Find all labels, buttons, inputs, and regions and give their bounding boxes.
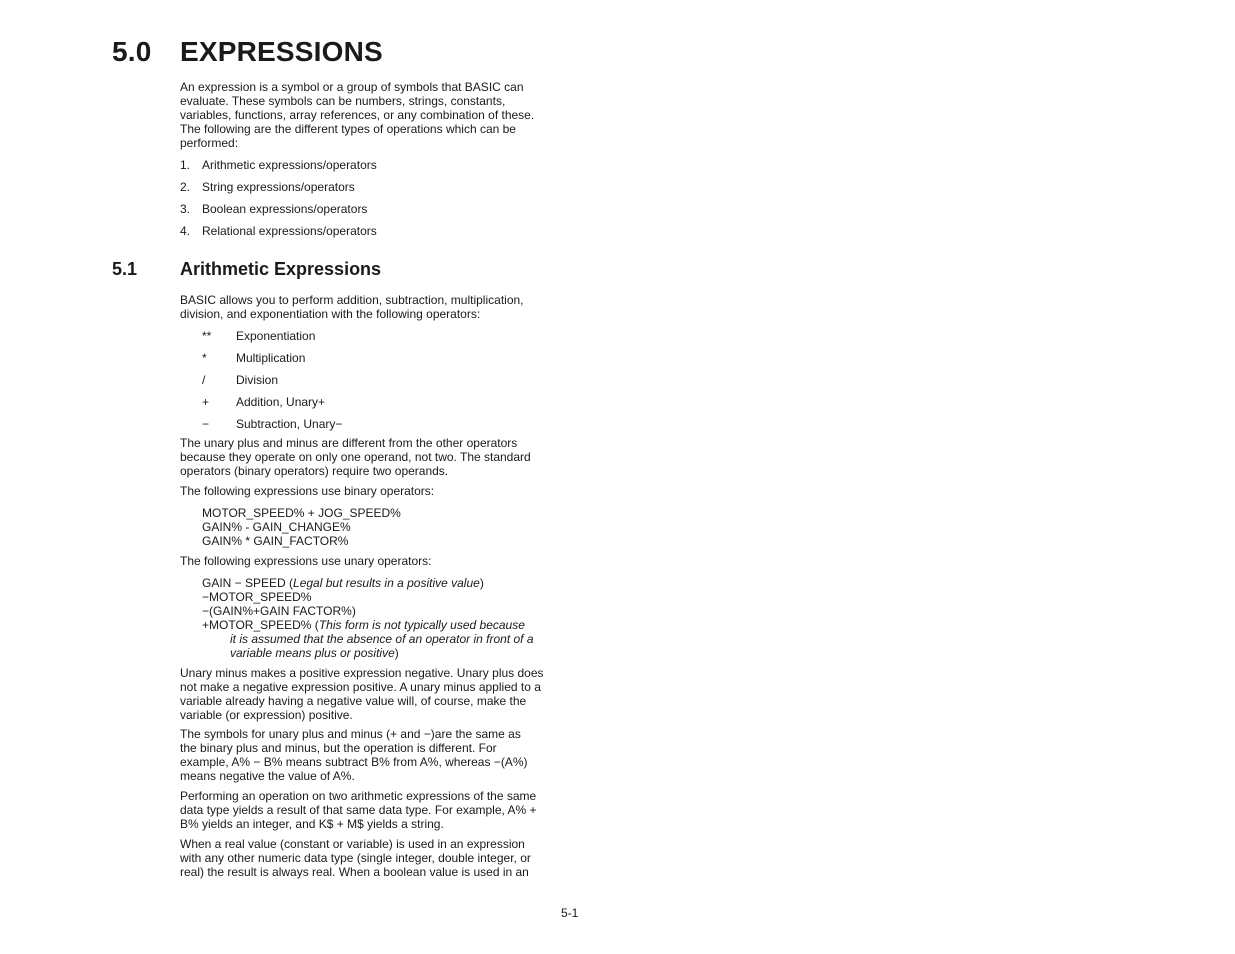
text-line: because they operate on only one operand, not two. The standard: [180, 450, 531, 465]
code-line: −MOTOR_SPEED%: [202, 590, 312, 605]
list-item: [180, 158, 377, 172]
operator-item: [202, 373, 278, 387]
code-note: This form is not typically used because: [318, 618, 525, 633]
list-item: [180, 202, 367, 216]
operator-symbol: /: [202, 373, 206, 387]
section-title: Arithmetic Expressions: [180, 259, 382, 279]
unary-examples: [202, 576, 534, 661]
section-number: 5.1: [112, 259, 138, 279]
unary-lead: [180, 554, 565, 568]
operator-symbol: −: [202, 417, 210, 431]
text-line: The following expressions use unary operators:: [180, 554, 432, 568]
code-note: it is assumed that the absence of an operator in front of a: [230, 632, 534, 647]
page-number: 5-1: [561, 906, 579, 920]
data-types-paragraph: [180, 789, 565, 831]
code-note: variable means plus or positive: [230, 646, 395, 661]
operator-symbol: **: [202, 329, 212, 343]
operator-label: Subtraction, Unary−: [236, 417, 343, 431]
code-line: −(GAIN%+GAIN FACTOR%): [202, 604, 356, 619]
text-line: variables, functions, array references, or any combination of these.: [180, 108, 535, 123]
code-line: GAIN% * GAIN_FACTOR%: [202, 534, 349, 549]
text-line: Performing an operation on two arithmetic expressions of the same: [180, 789, 537, 803]
section-heading: [112, 259, 381, 280]
operator-label: Addition, Unary+: [236, 395, 326, 409]
operator-item: [202, 417, 342, 431]
text-line: performed:: [180, 136, 239, 151]
text-line: not make a negative expression positive. A unary minus applied to a: [180, 680, 541, 695]
code-line: [202, 646, 534, 660]
list-number: 4.: [180, 224, 191, 238]
text-line: the binary plus and minus, but the operation is different. For: [180, 741, 497, 756]
binary-examples: [202, 506, 401, 548]
text-line: variable (or expression) positive.: [180, 708, 353, 723]
chapter-title: EXPRESSIONS: [180, 36, 383, 67]
operator-item: [202, 351, 305, 365]
text-line: means negative the value of A%.: [180, 769, 355, 784]
code-line: MOTOR_SPEED% + JOG_SPEED%: [202, 506, 401, 520]
text-line: When a real value (constant or variable) is used in an expression: [180, 837, 525, 851]
operator-label: Multiplication: [236, 351, 306, 365]
text-line: B% yields an integer, and K$ + M$ yields a string.: [180, 817, 444, 832]
text-line: The following expressions use binary operators:: [180, 484, 435, 498]
unary-paragraph: [180, 436, 565, 478]
text-line: variable already having a negative value will, of course, make the: [180, 694, 527, 709]
list-number: 3.: [180, 202, 191, 216]
operator-symbol: *: [202, 351, 207, 365]
list-label: Arithmetic expressions/operators: [202, 158, 377, 172]
list-label: Relational expressions/operators: [202, 224, 377, 238]
code-text: GAIN − SPEED (: [202, 576, 294, 590]
text-line: example, A% − B% means subtract B% from A%, whereas −(A%): [180, 755, 528, 770]
operator-symbol: +: [202, 395, 210, 409]
text-line: evaluate. These symbols can be numbers, strings, constants,: [180, 94, 506, 109]
text-line: operators (binary operators) require two operands.: [180, 464, 449, 479]
list-number: 2.: [180, 180, 191, 194]
operator-label: Division: [236, 373, 279, 387]
operator-label: Exponentiation: [236, 329, 316, 343]
text-line: The unary plus and minus are different from the other operators: [180, 436, 518, 450]
code-text: ): [479, 576, 484, 590]
list-item: [180, 180, 355, 194]
list-number: 1.: [180, 158, 191, 172]
code-line: [202, 576, 534, 590]
text-line: The following are the different types of operations which can be: [180, 122, 516, 137]
list-label: Boolean expressions/operators: [202, 202, 368, 216]
chapter-number: 5.0: [112, 36, 152, 67]
list-label: String expressions/operators: [202, 180, 355, 194]
code-note: Legal but results in a positive value: [293, 576, 480, 590]
text-line: data type yields a result of that same data type. For example, A% +: [180, 803, 537, 818]
code-text: ): [394, 646, 399, 661]
text-line: BASIC allows you to perform addition, subtraction, multiplication,: [180, 293, 524, 307]
operator-item: [202, 395, 325, 409]
text-line: An expression is a symbol or a group of symbols that BASIC can: [180, 80, 524, 94]
chapter-heading: [112, 36, 383, 68]
intro-paragraph: [180, 80, 565, 150]
text-line: Unary minus makes a positive expression negative. Unary plus does: [180, 666, 544, 680]
code-line: [202, 618, 534, 632]
arithmetic-intro: [180, 293, 565, 321]
text-line: with any other numeric data type (single integer, double integer, or: [180, 851, 531, 866]
operator-item: [202, 329, 315, 343]
text-line: The symbols for unary plus and minus (+ and −)are the same as: [180, 727, 521, 741]
unary-minus-paragraph: [180, 666, 565, 722]
code-text: +MOTOR_SPEED% (: [202, 618, 319, 633]
real-value-paragraph: [180, 837, 565, 879]
symbols-paragraph: [180, 727, 565, 783]
text-line: real) the result is always real. When a boolean value is used in an: [180, 865, 529, 880]
code-line: GAIN% - GAIN_CHANGE%: [202, 520, 351, 535]
list-item: [180, 224, 377, 238]
binary-lead: [180, 484, 565, 498]
text-line: division, and exponentiation with the following operators:: [180, 307, 481, 322]
